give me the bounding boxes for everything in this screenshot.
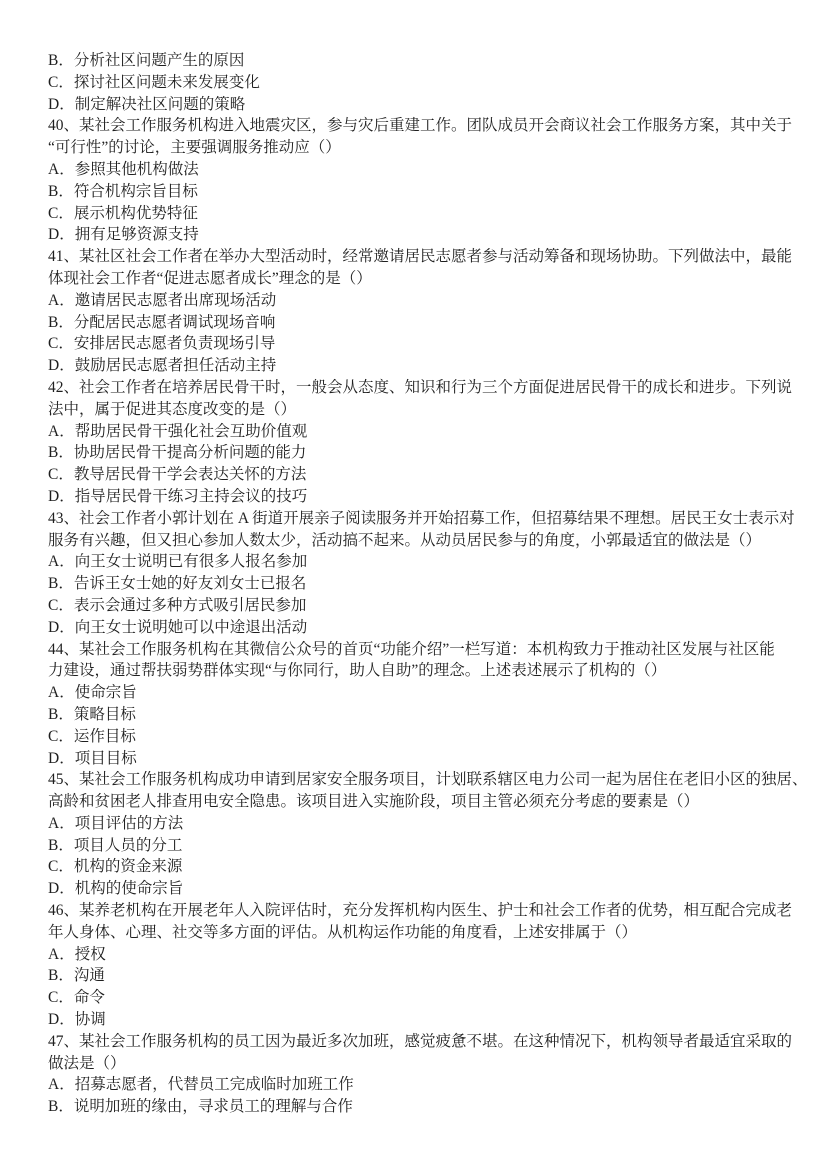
question-stem-line: 40、某社会工作服务机构进入地震灾区，参与灾后重建工作。团队成员开会商议社会工作服务方案，其中关于 xyxy=(48,117,793,135)
question-stem-line: 41、某社区社会工作者在举办大型活动时，经常邀请居民志愿者参与活动筹备和现场协助。下列做法中，最能 xyxy=(48,248,793,266)
question-stem-line: 做法是（） xyxy=(48,1054,126,1072)
question-stem-line: 45、某社会工作服务机构成功申请到居家安全服务项目，计划联系辖区电力公司一起为居住在老旧小区的独居、 xyxy=(48,771,808,789)
document-content xyxy=(48,50,808,1118)
question-stem-line: “可行性”的讨论，主要强调服务推动应（） xyxy=(48,139,341,157)
question-stem-line: 44、某社会工作服务机构在其微信公众号的首页“功能介绍”一栏写道：本机构致力于推动社区发展与社区能 xyxy=(48,640,775,658)
question-stem-line: 年人身体、心理、社交等多方面的评估。从机构运作功能的角度看，上述安排属于（） xyxy=(48,923,638,941)
option-line: B．告诉王女士她的好友刘女士已报名 xyxy=(48,575,307,593)
option-line: D．协调 xyxy=(48,1011,106,1029)
option-line: D．项目目标 xyxy=(48,749,137,767)
option-line: A．邀请居民志愿者出席现场活动 xyxy=(48,291,277,309)
option-line: C．展示机构优势特征 xyxy=(48,204,198,222)
question-stem-line: 服务有兴趣，但又担心参加人数太少，活动搞不起来。从动员居民参与的角度，小郭最适宜的做法是（） xyxy=(48,531,762,549)
option-line: C．运作目标 xyxy=(48,727,136,745)
option-line: D．拥有足够资源支持 xyxy=(48,226,199,244)
option-line: C．表示会通过多种方式吸引居民参加 xyxy=(48,596,307,614)
option-line: B．分析社区问题产生的原因 xyxy=(48,52,245,69)
option-line: C．命令 xyxy=(48,989,105,1007)
option-line: B．协助居民骨干提高分析问题的能力 xyxy=(48,444,307,462)
question-stem-line: 47、某社会工作服务机构的员工因为最近多次加班，感觉疲惫不堪。在这种情况下，机构领导者最适宜采取的 xyxy=(48,1032,793,1050)
option-line: A．向王女士说明已有很多人报名参加 xyxy=(48,553,308,571)
question-stem-line: 43、社会工作者小郭计划在 A 街道开展亲子阅读服务并开始招募工作，但招募结果不理想。居民王女士表示对 xyxy=(48,509,795,527)
option-line: B．策略目标 xyxy=(48,705,136,723)
question-stem-line: 法中，属于促进其态度改变的是（） xyxy=(48,400,297,418)
option-line: D．指导居民骨干练习主持会议的技巧 xyxy=(48,487,308,505)
option-line: B．分配居民志愿者调试现场音响 xyxy=(48,313,276,331)
question-stem-line: 力建设，通过帮扶弱势群体实现“与你同行，助人自助”的理念。上述表述展示了机构的（） xyxy=(48,662,667,680)
option-line: A．授权 xyxy=(48,945,106,963)
option-line: D．向王女士说明她可以中途退出活动 xyxy=(48,618,308,636)
option-line: B．说明加班的缘由，寻求员工的理解与合作 xyxy=(48,1098,353,1116)
option-line: A．使命宗旨 xyxy=(48,684,137,702)
option-line: A．招募志愿者，代替员工完成临时加班工作 xyxy=(48,1076,354,1094)
question-stem-line: 42、社会工作者在培养居民骨干时，一般会从态度、知识和行为三个方面促进居民骨干的成长和进步。下列说 xyxy=(48,378,793,396)
question-stem-line: 46、某养老机构在开展老年人入院评估时，充分发挥机构内医生、护士和社会工作者的优势，相互配合完成老 xyxy=(48,902,793,920)
option-line: B．沟通 xyxy=(48,967,105,985)
option-line: A．帮助居民骨干强化社会互助价值观 xyxy=(48,422,308,440)
option-line: D．制定解决社区问题的策略 xyxy=(48,95,246,113)
option-line: D．鼓励居民志愿者担任活动主持 xyxy=(48,357,277,375)
option-line: B．符合机构宗旨目标 xyxy=(48,182,198,200)
option-line: B．项目人员的分工 xyxy=(48,836,183,854)
option-line: A．参照其他机构做法 xyxy=(48,160,199,178)
option-line: A．项目评估的方法 xyxy=(48,814,184,832)
option-line: D．机构的使命宗旨 xyxy=(48,880,184,898)
option-line: C．机构的资金来源 xyxy=(48,858,183,876)
question-stem-line: 高龄和贫困老人排查用电安全隐患。该项目进入实施阶段，项目主管必须充分考虑的要素是（） xyxy=(48,793,700,811)
option-line: C．探讨社区问题未来发展变化 xyxy=(48,73,260,91)
question-stem-line: 体现社会工作者“促进志愿者成长”理念的是（） xyxy=(48,269,372,287)
option-line: C．教导居民骨干学会表达关怀的方法 xyxy=(48,466,307,484)
option-line: C．安排居民志愿者负责现场引导 xyxy=(48,335,276,353)
